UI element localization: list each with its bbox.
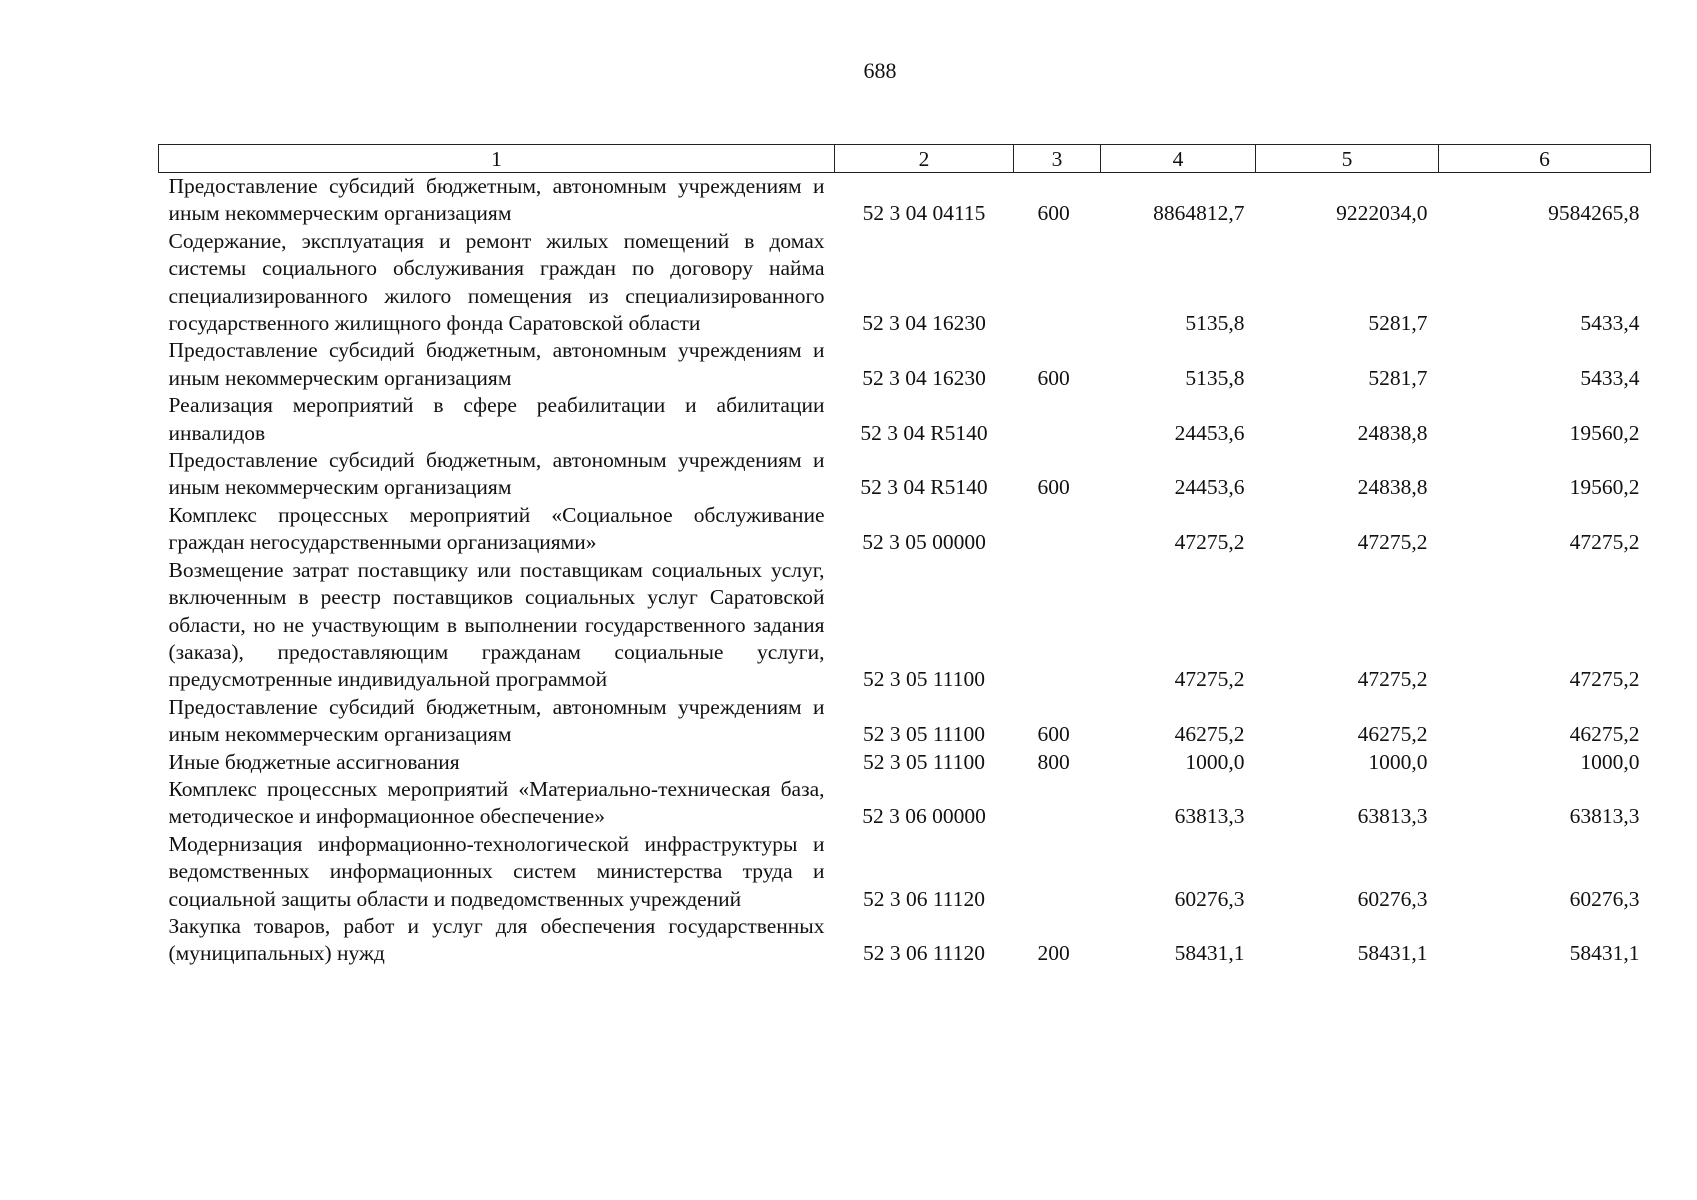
row-expense-type: 200 [1037, 941, 1070, 966]
column-header: 2 [835, 145, 1014, 173]
row-value-col5: 5281,7 [1368, 365, 1428, 390]
row-value-col4: 5135,8 [1185, 311, 1245, 336]
row-name: Комплекс процессных мероприятий «Социальное обслуживание граждан негосударственными организациями» [168, 502, 825, 555]
row-value-col6: 63813,3 [1569, 804, 1640, 829]
row-name: Возмещение затрат поставщику или поставщикам социальных услуг, включенным в реестр поставщиков социальных услуг Саратовской области, но не участвующим в выполнении государственного задания (заказа), предоставляющим гражданам социальные услуги, предусмотренные индивидуальной программой [168, 557, 825, 692]
page-number: 688 [863, 58, 897, 83]
row-code: 52 3 04 R5140 [860, 420, 988, 445]
table-row [159, 173, 1651, 228]
row-name: Предоставление субсидий бюджетным, автономным учреждениям и иным некоммерческим организациям [168, 174, 825, 226]
row-value-col6: 60276,3 [1569, 886, 1640, 911]
table-row [159, 831, 1651, 913]
row-name: Иные бюджетные ассигнования [168, 749, 460, 774]
row-name: Модернизация информационно-технологической инфраструктуры и ведомственных информационных систем министерства труда и социальной защиты области и подведомственных учреждений [168, 831, 825, 911]
row-value-col4: 47275,2 [1174, 667, 1245, 692]
row-value-col6: 47275,2 [1569, 530, 1640, 555]
row-expense-type [1014, 502, 1101, 557]
row-value-col6: 19560,2 [1569, 420, 1640, 445]
row-code: 52 3 04 16230 [862, 365, 986, 390]
row-expense-type: 600 [1037, 722, 1070, 747]
table-row [159, 228, 1651, 338]
row-value-col4: 24453,6 [1174, 420, 1245, 445]
row-value-col4: 46275,2 [1174, 722, 1245, 747]
row-value-col5: 60276,3 [1357, 886, 1428, 911]
row-value-col5: 47275,2 [1357, 667, 1428, 692]
row-expense-type: 800 [1037, 749, 1070, 774]
row-code: 52 3 05 11100 [862, 749, 986, 774]
row-code: 52 3 04 16230 [862, 311, 986, 336]
row-code: 52 3 06 11120 [862, 941, 986, 966]
row-name: Закупка товаров, работ и услуг для обеспечения государственных (муниципальных) нужд [168, 913, 825, 966]
row-value-col5: 5281,7 [1368, 311, 1428, 336]
row-expense-type [1014, 392, 1101, 447]
row-name: Содержание, эксплуатация и ремонт жилых помещений в домах системы социального обслуживания граждан по договору найма специализированного жилого помещения из специализированного государственного жилищного фонда Саратовской области [168, 228, 825, 336]
table-row [159, 749, 1651, 776]
row-expense-type: 600 [1037, 365, 1070, 390]
table-row [159, 337, 1651, 392]
row-value-col4: 58431,1 [1174, 941, 1245, 966]
row-code: 52 3 05 00000 [862, 530, 986, 555]
table-row [159, 694, 1651, 749]
column-header: 5 [1256, 145, 1439, 173]
row-value-col5: 47275,2 [1357, 530, 1428, 555]
row-name: Реализация мероприятий в сфере реабилитации и абилитации инвалидов [168, 393, 825, 445]
column-header: 1 [159, 145, 835, 173]
row-value-col6: 19560,2 [1569, 475, 1640, 500]
row-value-col5: 24838,8 [1357, 475, 1428, 500]
table-row [159, 392, 1651, 447]
row-name: Предоставление субсидий бюджетным, автономным учреждениям и иным некоммерческим организациям [168, 338, 825, 390]
row-expense-type [1014, 228, 1101, 338]
row-value-col4: 60276,3 [1174, 886, 1245, 911]
row-name: Предоставление субсидий бюджетным, автономным учреждениям и иным некоммерческим организациям [168, 448, 825, 500]
table-body [159, 173, 1651, 968]
row-value-col5: 1000,0 [1368, 749, 1428, 774]
row-value-col4: 1000,0 [1185, 749, 1245, 774]
row-name: Комплекс процессных мероприятий «Материально-техническая база, методическое и информационное обеспечение» [168, 776, 825, 829]
row-code: 52 3 05 11100 [862, 667, 986, 692]
column-header: 3 [1014, 145, 1101, 173]
row-value-col5: 46275,2 [1357, 722, 1428, 747]
row-code: 52 3 06 00000 [862, 804, 986, 829]
table-row [159, 557, 1651, 694]
row-expense-type: 600 [1037, 201, 1070, 226]
row-value-col5: 24838,8 [1357, 420, 1428, 445]
row-name: Предоставление субсидий бюджетным, автономным учреждениям и иным некоммерческим организациям [168, 694, 825, 747]
row-value-col4: 47275,2 [1174, 530, 1245, 555]
table-row [159, 502, 1651, 557]
row-code: 52 3 04 04115 [862, 201, 986, 226]
row-code: 52 3 06 11120 [862, 886, 986, 911]
table-row [159, 447, 1651, 502]
row-expense-type: 600 [1037, 475, 1070, 500]
row-value-col4: 5135,8 [1185, 365, 1245, 390]
table-row [159, 776, 1651, 831]
row-value-col6: 1000,0 [1580, 749, 1640, 774]
row-value-col5: 9222034,0 [1336, 201, 1428, 226]
row-value-col5: 58431,1 [1357, 941, 1428, 966]
column-header: 6 [1439, 145, 1651, 173]
header-row [159, 145, 1651, 173]
row-value-col6: 9584265,8 [1548, 201, 1640, 226]
row-code: 52 3 04 R5140 [860, 475, 988, 500]
row-value-col6: 46275,2 [1569, 722, 1640, 747]
row-value-col6: 58431,1 [1569, 941, 1640, 966]
budget-table [158, 144, 1651, 968]
row-value-col4: 8864812,7 [1153, 201, 1245, 226]
row-expense-type [1014, 831, 1101, 913]
row-value-col6: 5433,4 [1580, 365, 1640, 390]
row-value-col4: 63813,3 [1174, 804, 1245, 829]
row-expense-type [1014, 776, 1101, 831]
row-expense-type [1014, 557, 1101, 694]
row-value-col4: 24453,6 [1174, 475, 1245, 500]
table-row [159, 913, 1651, 968]
row-value-col6: 5433,4 [1580, 311, 1640, 336]
column-header: 4 [1101, 145, 1256, 173]
row-value-col5: 63813,3 [1357, 804, 1428, 829]
row-value-col6: 47275,2 [1569, 667, 1640, 692]
row-code: 52 3 05 11100 [862, 722, 986, 747]
